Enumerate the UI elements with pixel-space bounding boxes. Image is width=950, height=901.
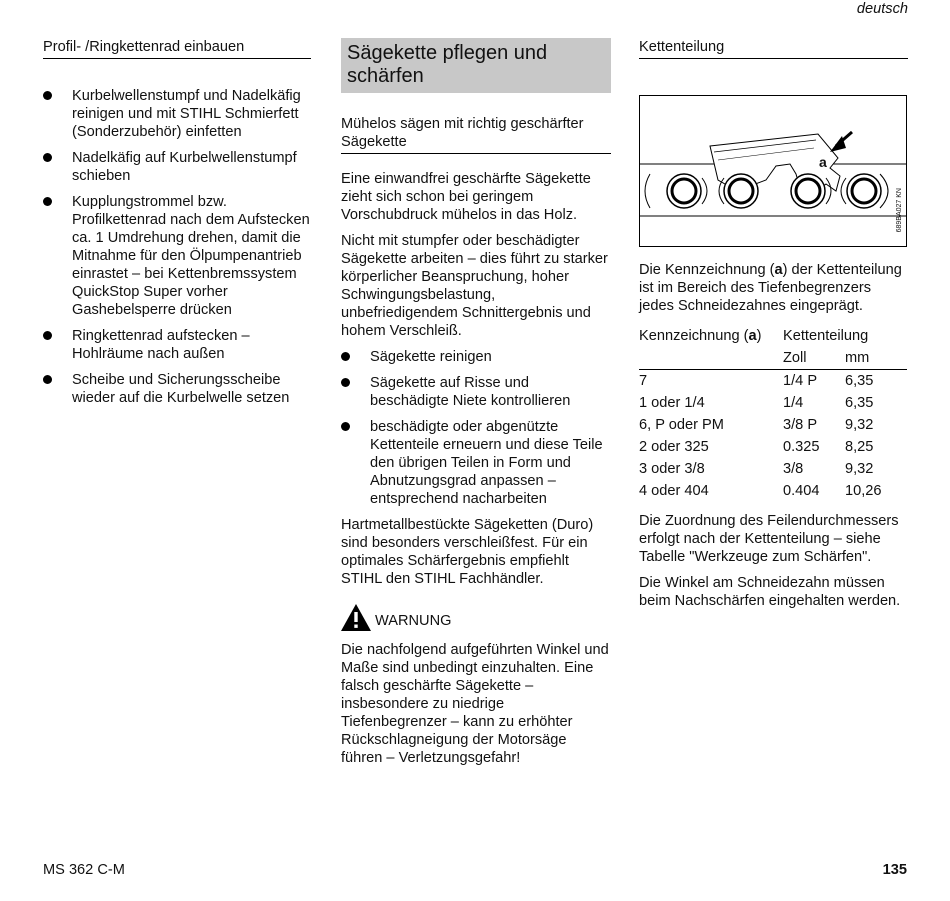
paragraph: Hartmetallbestückte Sägeketten (Duro) sind besonders verschleißfest. Für ein optimales Schärfergebnis empfiehlt STIHL den STIHL Fachhändler. xyxy=(341,517,594,587)
paragraph: Die Winkel am Schneidezahn müssen beim Nachschärfen eingehalten werden. xyxy=(639,575,901,609)
list-item xyxy=(43,87,311,141)
cell-mm: 9,32 xyxy=(845,417,874,433)
bullet-icon xyxy=(43,153,52,162)
header-pitch: Kettenteilung xyxy=(783,328,869,344)
list-item xyxy=(341,348,611,366)
table-row xyxy=(639,458,907,480)
list-item xyxy=(341,418,611,508)
table-unit-row xyxy=(639,347,907,370)
cell-inch: 3/8 xyxy=(783,461,804,477)
bullet-list xyxy=(43,87,311,407)
bullet-icon xyxy=(43,331,52,340)
cell-inch: 1/4 xyxy=(783,395,804,411)
cell-mm: 6,35 xyxy=(845,373,874,389)
cell-marking: 1 oder 1/4 xyxy=(639,395,705,411)
warning-text-body: Die nachfolgend aufgeführten Winkel und Maße sind unbedingt einzuhalten. Eine falsch geschärfte Sägekette – insbesondere zu niedrige Tiefenbegrenzer – kann zu erhöhter Rückschlagneigung der Motorsäge führen – xyxy=(341,642,609,766)
text-run: ) xyxy=(756,328,762,344)
paragraph: Nicht mit stumpfer oder beschädigter Sägekette arbeiten – dies führt zu starker körperlicher Beanspruchung, hoher Schwingungsbelastung, unbefriedigendem Schnittergebnis und hohem Verschleiß. xyxy=(341,233,608,339)
saw-chain-illustration xyxy=(640,96,906,246)
model-label: MS 362 C-M xyxy=(43,862,125,878)
language-label: deutsch xyxy=(856,1,908,17)
cell-mm: 6,35 xyxy=(845,395,874,411)
text-run: Die Kennzeichnung ( xyxy=(639,262,775,278)
list-item xyxy=(43,149,311,185)
unit-inch: Zoll xyxy=(783,347,845,370)
section-heading: Profil- /Ringkettenrad einbauen xyxy=(43,38,311,59)
bullet-icon xyxy=(43,375,52,384)
bullet-list xyxy=(341,348,611,508)
list-item-text: Sägekette auf Risse und beschädigte Niete kontrollieren xyxy=(370,375,571,409)
paragraph xyxy=(639,261,908,315)
list-item-text: beschädigte oder abgenützte Kettenteile erneuern und diese Teile den übrigen Teilen in Form und Abnutzungsgrad anpassen – entsprechend nacharbeiten xyxy=(370,419,603,507)
warning-text xyxy=(341,641,611,767)
warning-emphasis: Verletzungsgefahr xyxy=(398,750,517,766)
column-chain-pitch xyxy=(639,38,908,618)
page-number: 135 xyxy=(882,862,907,878)
figure-label-a: a xyxy=(819,154,827,170)
cell-inch: 1/4 P xyxy=(783,373,818,389)
paragraph: Eine einwandfrei geschärfte Sägekette zieht sich schon bei geringem Vorschubdruck mühelos in das Holz. xyxy=(341,171,591,223)
cell-mm: 8,25 xyxy=(845,439,874,455)
cell-mm: 10,26 xyxy=(845,483,882,499)
cell-inch: 0.404 xyxy=(783,483,820,499)
cell-marking: 3 oder 3/8 xyxy=(639,461,705,477)
paragraph: Die Zuordnung des Feilendurchmessers erfolgt nach der Kettenteilung – siehe Tabelle "Werkzeuge zum Schärfen". xyxy=(639,513,899,565)
text-run: ) der Kettenteilung ist im Bereich des Tiefenbegrenzers jedes Schneidezahnes eingeprägt. xyxy=(639,262,902,314)
warning-label: WARNUNG xyxy=(375,613,452,629)
list-item-text: Nadelkäfig auf Kurbelwellenstumpf schieben xyxy=(72,150,297,184)
figure-code: 689BA027 KN xyxy=(896,188,903,233)
list-item-text: Sägekette reinigen xyxy=(370,349,492,365)
table-row xyxy=(639,370,907,393)
table-row xyxy=(639,480,907,502)
bullet-icon xyxy=(341,352,350,361)
list-item-text: Scheibe und Sicherungsscheibe wieder auf die Kurbelwelle setzen xyxy=(72,372,290,406)
list-item-text: Kurbelwellenstumpf und Nadelkäfig reinigen und mit STIHL Schmierfett (Sonderzubehör) einfetten xyxy=(72,88,301,140)
cell-marking: 4 oder 404 xyxy=(639,483,709,499)
cell-inch: 3/8 P xyxy=(783,417,818,433)
list-item xyxy=(43,193,311,319)
chain-pitch-figure xyxy=(639,95,907,247)
subheading: Mühelos sägen mit richtig geschärfter Sägekette xyxy=(341,115,611,154)
table-row xyxy=(639,436,907,458)
bullet-icon xyxy=(43,197,52,206)
warning-block xyxy=(341,604,611,631)
pitch-table xyxy=(639,325,907,502)
list-item xyxy=(43,371,311,407)
bullet-icon xyxy=(43,91,52,100)
list-item xyxy=(341,374,611,410)
table-header-row xyxy=(639,325,907,347)
bullet-icon xyxy=(341,422,350,431)
column-install-sprocket xyxy=(43,38,311,415)
table-row xyxy=(639,414,907,436)
cell-inch: 0.325 xyxy=(783,439,820,455)
list-item-text: Ringkettenrad aufstecken – Hohlräume nach außen xyxy=(72,328,250,362)
warning-text-end: ! xyxy=(516,750,521,766)
table-row xyxy=(639,392,907,414)
warning-triangle-icon xyxy=(341,604,371,631)
cell-mm: 9,32 xyxy=(845,461,874,477)
cell-marking: 6, P oder PM xyxy=(639,417,724,433)
unit-mm: mm xyxy=(845,347,907,370)
label-a: a xyxy=(774,262,783,278)
text-run: Kennzeichnung ( xyxy=(639,328,749,344)
column-chain-care xyxy=(341,38,611,775)
label-a: a xyxy=(748,328,757,344)
cell-marking: 2 oder 325 xyxy=(639,439,709,455)
list-item xyxy=(43,327,311,363)
header-marking xyxy=(639,325,783,347)
section-heading: Kettenteilung xyxy=(639,38,908,59)
list-item-text: Kupplungstrommel bzw. Profilkettenrad nach dem Aufstecken ca. 1 Umdrehung drehen, damit die Mitnahme für den Ölpumpenantrieb einrastet – bei Kettenbremssystem QuickStop Super vorher Gashebelsperre drücken xyxy=(72,194,310,318)
section-title: Sägekette pflegen und schärfen xyxy=(341,38,611,93)
bullet-icon xyxy=(341,378,350,387)
cell-marking: 7 xyxy=(639,373,648,389)
empty-cell xyxy=(639,347,783,370)
